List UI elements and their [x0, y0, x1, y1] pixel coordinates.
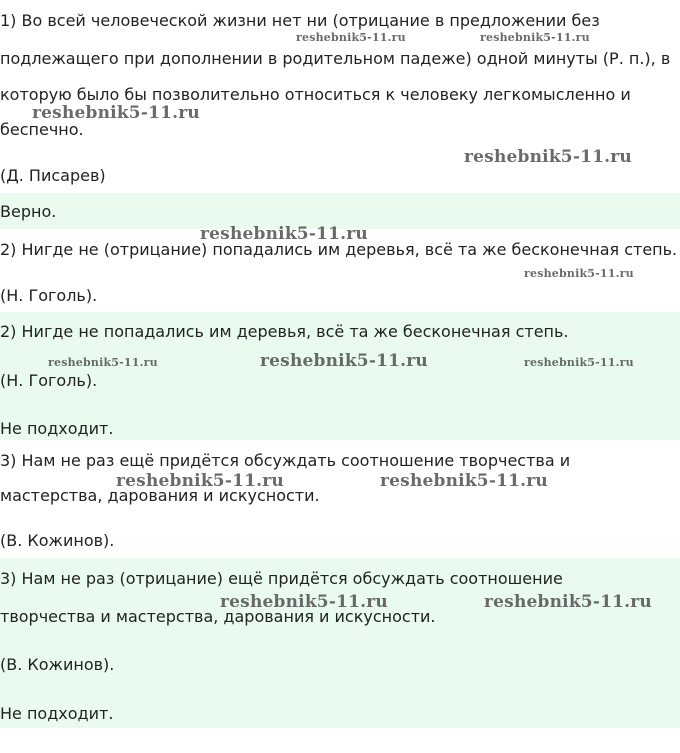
- example-1-line-1: 1) Во всей человеческой жизни нет ни (отрицание в предложении без: [0, 11, 600, 30]
- watermark: reshebnik5-11.ru: [48, 356, 158, 369]
- watermark: reshebnik5-11.ru: [116, 471, 284, 491]
- example-2-author: (Н. Гоголь).: [0, 286, 98, 305]
- watermark: reshebnik5-11.ru: [260, 351, 428, 371]
- example-1-line-2: подлежащего при дополнении в родительном падеже) одной минуты (Р. п.), в: [0, 49, 671, 68]
- example-3b-verdict: Не подходит.: [0, 704, 114, 723]
- watermark: reshebnik5-11.ru: [296, 31, 406, 44]
- example-2-line: 2) Нигде не (отрицание) попадались им деревья, всё та же бесконечная степь.: [0, 240, 678, 259]
- watermark: reshebnik5-11.ru: [380, 471, 548, 491]
- watermark: reshebnik5-11.ru: [484, 592, 652, 612]
- example-3-line-1: 3) Нам не раз ещё придётся обсуждать соотношение творчества и: [0, 451, 571, 470]
- example-2b-author: (Н. Гоголь).: [0, 371, 98, 390]
- example-3b-line-2: творчества и мастерства, дарования и искусности.: [0, 607, 436, 626]
- example-1-verdict: Верно.: [0, 202, 57, 221]
- watermark: reshebnik5-11.ru: [524, 356, 634, 369]
- example-3-line-2: мастерства, дарования и искусности.: [0, 486, 320, 505]
- example-1-author: (Д. Писарев): [0, 166, 106, 185]
- watermark: reshebnik5-11.ru: [220, 592, 388, 612]
- example-2b-line: 2) Нигде не попадались им деревья, всё та же бесконечная степь.: [0, 322, 569, 341]
- example-3b-line-1: 3) Нам не раз (отрицание) ещё придётся обсуждать соотношение: [0, 569, 563, 588]
- watermark: reshebnik5-11.ru: [464, 147, 632, 167]
- example-3-author: (В. Кожинов).: [0, 531, 115, 550]
- example-1-line-3: которую было бы позволительно относиться к человеку легкомысленно и: [0, 85, 631, 104]
- example-1-line-4: беспечно.: [0, 120, 84, 139]
- watermark: reshebnik5-11.ru: [524, 267, 634, 280]
- watermark: reshebnik5-11.ru: [32, 103, 200, 123]
- watermark: reshebnik5-11.ru: [200, 224, 368, 244]
- example-3b-author: (В. Кожинов).: [0, 655, 115, 674]
- example-2b-verdict: Не подходит.: [0, 419, 114, 438]
- watermark: reshebnik5-11.ru: [480, 31, 590, 44]
